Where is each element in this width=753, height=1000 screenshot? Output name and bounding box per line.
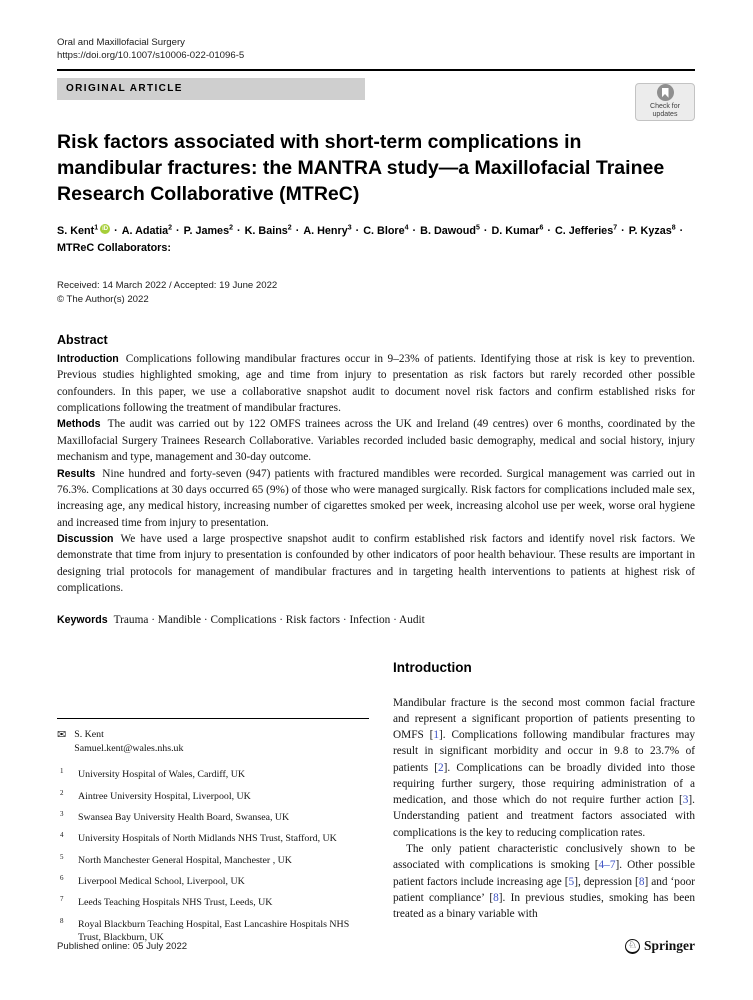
bookmark-icon xyxy=(657,84,674,101)
affiliation-number: 3 xyxy=(60,810,64,819)
introduction-heading: Introduction xyxy=(393,659,472,675)
author-separator: · xyxy=(409,224,420,237)
abstract-label: Introduction xyxy=(57,352,119,365)
introduction-paragraph: Mandibular fracture is the second most common facial fracture and represent a significant proportion of patients presenting to OMFS [1]. Complications following mandibular fractures may result in significant morbidity and occur in 9.8 to 23.7% of patients [2]. Complications can be broadly divided into those requiring further surgery, those requiring administration of a medication, and those which do not require further action [3]. Understanding patient and treatment factors associated with complications is the key to reducing complication rates. xyxy=(393,696,695,839)
author-name: P. James xyxy=(183,224,230,237)
introduction-paragraph: The only patient characteristic conclusively shown to be associated with complications is smoking [4–7]. Other possible patient factors include increasing age [5], depression [8] and ‘poor patient compliance’ [8]. In previous studies, smoking has been treated as a binary variable with xyxy=(393,842,695,921)
keywords-label: Keywords xyxy=(57,613,108,626)
author-name: K. Bains xyxy=(244,224,288,237)
abstract-introduction: Introduction Complications following mandibular fractures occur in 9–23% of patients. Identifying those at risk is key to prevention. Previous studies highlighted smoking, age and time from injury to presentation as risk factors but rarely recorded other possible confounders. In this paper, we use a collaborative snapshot audit to document novel risk factors and confirm established risks for complications following the treatment of mandibular fractures. xyxy=(57,352,695,415)
citation-link[interactable]: 4–7 xyxy=(598,859,616,872)
affiliation-item: 6 Liverpool Medical School, Liverpool, UK xyxy=(60,874,245,888)
affiliation-list xyxy=(57,768,369,944)
abstract-discussion: Discussion We have used a large prospective snapshot audit to confirm established risk factors and identify novel risk factors. We demonstrate that time from injury to presentation is confounded by other indicators of poor health behaviour. These results are important in designing trial protocols for management of mandibular fractures and in targeting health interventions to patients at highest risk of complications. xyxy=(57,533,695,595)
article-meta xyxy=(57,279,695,307)
author-name: C. Jefferies xyxy=(554,224,614,237)
author-separator: · xyxy=(544,224,554,237)
footnote-column xyxy=(57,652,369,945)
author-separator: · xyxy=(352,224,363,237)
citation-link[interactable]: 8 xyxy=(638,875,645,888)
doi-link[interactable]: https://doi.org/10.1007/s10006-022-01096-5 xyxy=(57,50,245,62)
check-for-updates-badge[interactable] xyxy=(635,83,695,121)
envelope-icon: ✉ xyxy=(57,728,67,741)
author-name: A. Henry xyxy=(303,224,348,237)
author-list xyxy=(57,223,695,258)
abstract-label: Results xyxy=(57,467,96,480)
page-header xyxy=(57,36,695,63)
author-affiliation-ref: 1 xyxy=(94,224,99,232)
citation-link[interactable]: 5 xyxy=(568,875,575,888)
affiliation-number: 7 xyxy=(60,895,64,904)
springer-horse-icon: ♘ xyxy=(625,939,640,954)
author-affiliation-ref: 4 xyxy=(404,224,409,232)
check-for-updates-label: Check for updates xyxy=(650,103,680,119)
introduction-column xyxy=(393,652,695,945)
author-separator: · xyxy=(111,224,121,237)
author-name: C. Blore xyxy=(363,224,405,237)
citation-link[interactable]: 3 xyxy=(682,794,689,807)
keywords-line xyxy=(57,614,695,626)
author-name: B. Dawoud xyxy=(420,224,476,237)
author-affiliation-ref: 2 xyxy=(287,224,292,232)
citation-link[interactable]: 2 xyxy=(438,761,444,774)
affiliation-number: 4 xyxy=(60,831,64,840)
affiliation-item: 4 University Hospitals of North Midlands NHS Trust, Stafford, UK xyxy=(60,831,337,845)
author-affiliation-ref: 8 xyxy=(671,224,676,232)
author-affiliation-ref: 2 xyxy=(168,224,173,232)
correspondence-block xyxy=(57,728,369,758)
copyright-line: © The Author(s) 2022 xyxy=(57,294,149,306)
author-separator: · xyxy=(618,224,628,237)
published-online: Published online: 05 July 2022 xyxy=(57,940,188,952)
affiliation-item: 8 Royal Blackburn Teaching Hospital, East Lancashire Hospitals NHS Trust, Blackburn, UK xyxy=(60,916,350,944)
article-title: Risk factors associated with short-term complications in mandibular fractures: the MANTRA study—a Maxillofacial Trainee Research Collaborative (MTReC) xyxy=(57,130,665,205)
author-separator: · xyxy=(292,224,303,237)
abstract-label: Discussion xyxy=(57,533,114,546)
correspondence-name: S. Kent xyxy=(74,728,104,740)
springer-logo xyxy=(625,938,695,954)
author-name: MTReC Collaborators: xyxy=(57,241,171,254)
citation-link[interactable]: 1 xyxy=(433,729,440,742)
abstract-results: Results Nine hundred and forty-seven (947) patients with fractured mandibles were recorded. Surgical management was carried out in 76.3%. Complications at 30 days occurred 65 (9%) of those who were managed surgically. Risk factors for complications included male sex, increasing age, any medical history, increasing number of cigarettes smoked per week, increasing alcohol use per week, worse oral hygiene and increased time from injury to presentation. xyxy=(57,467,695,529)
journal-name: Oral and Maxillofacial Surgery xyxy=(57,37,185,48)
orcid-icon[interactable]: iD xyxy=(102,225,109,232)
correspondence-email[interactable]: Samuel.kent@wales.nhs.uk xyxy=(74,743,184,755)
author-name: S. Kent xyxy=(57,224,95,237)
affiliation-item: 7 Leeds Teaching Hospitals NHS Trust, Leeds, UK xyxy=(60,895,273,909)
banner-row xyxy=(57,78,695,119)
abstract-methods: Methods The audit was carried out by 122 OMFS trainees across the UK and Ireland (49 centres) over 6 months, coordinated by the Maxillofacial Surgery Trainees Research Collaborative. Variables recorded included basic demography, medical and social history, injury mechanism and type, management and 30-day outcome. xyxy=(57,418,695,464)
affiliation-item: 5 North Manchester General Hospital, Manchester , UK xyxy=(60,852,292,866)
author-name: P. Kyzas xyxy=(628,224,672,237)
abstract-label: Methods xyxy=(57,418,101,431)
author-name: D. Kumar xyxy=(491,224,540,237)
citation-link[interactable]: 8 xyxy=(493,891,499,904)
abstract-section xyxy=(57,333,695,597)
author-affiliation-ref: 3 xyxy=(347,224,352,232)
author-affiliation-ref: 5 xyxy=(475,224,480,232)
author-separator: · xyxy=(173,224,183,237)
page-footer xyxy=(57,938,695,954)
abstract-heading: Abstract xyxy=(57,332,108,347)
affiliation-number: 2 xyxy=(60,788,64,797)
affiliation-number: 8 xyxy=(60,916,64,925)
author-separator: · xyxy=(676,224,684,237)
affiliation-item: 2 Aintree University Hospital, Liverpool, UK xyxy=(60,788,251,802)
author-name: A. Adatia xyxy=(121,224,169,237)
author-separator: · xyxy=(233,224,244,237)
received-accepted: Received: 14 March 2022 / Accepted: 19 June 2022 xyxy=(57,280,278,292)
affiliation-item: 1 University Hospital of Wales, Cardiff, UK xyxy=(60,767,245,781)
affiliation-number: 5 xyxy=(60,852,64,861)
author-affiliation-ref: 7 xyxy=(613,224,618,232)
author-affiliation-ref: 2 xyxy=(229,224,233,232)
author-separator: · xyxy=(480,224,491,237)
two-column-body xyxy=(57,652,695,945)
keywords-value: Trauma · Mandible · Complications · Risk factors · Infection · Audit xyxy=(113,613,425,626)
springer-wordmark: Springer xyxy=(643,938,695,953)
footnote-divider xyxy=(57,718,369,719)
affiliation-number: 1 xyxy=(60,767,64,776)
author-affiliation-ref: 6 xyxy=(539,224,544,232)
affiliation-item: 3 Swansea Bay University Health Board, Swansea, UK xyxy=(60,810,290,824)
affiliation-number: 6 xyxy=(60,874,64,883)
header-divider xyxy=(57,69,695,71)
article-type-banner: ORIGINAL ARTICLE xyxy=(57,78,365,100)
